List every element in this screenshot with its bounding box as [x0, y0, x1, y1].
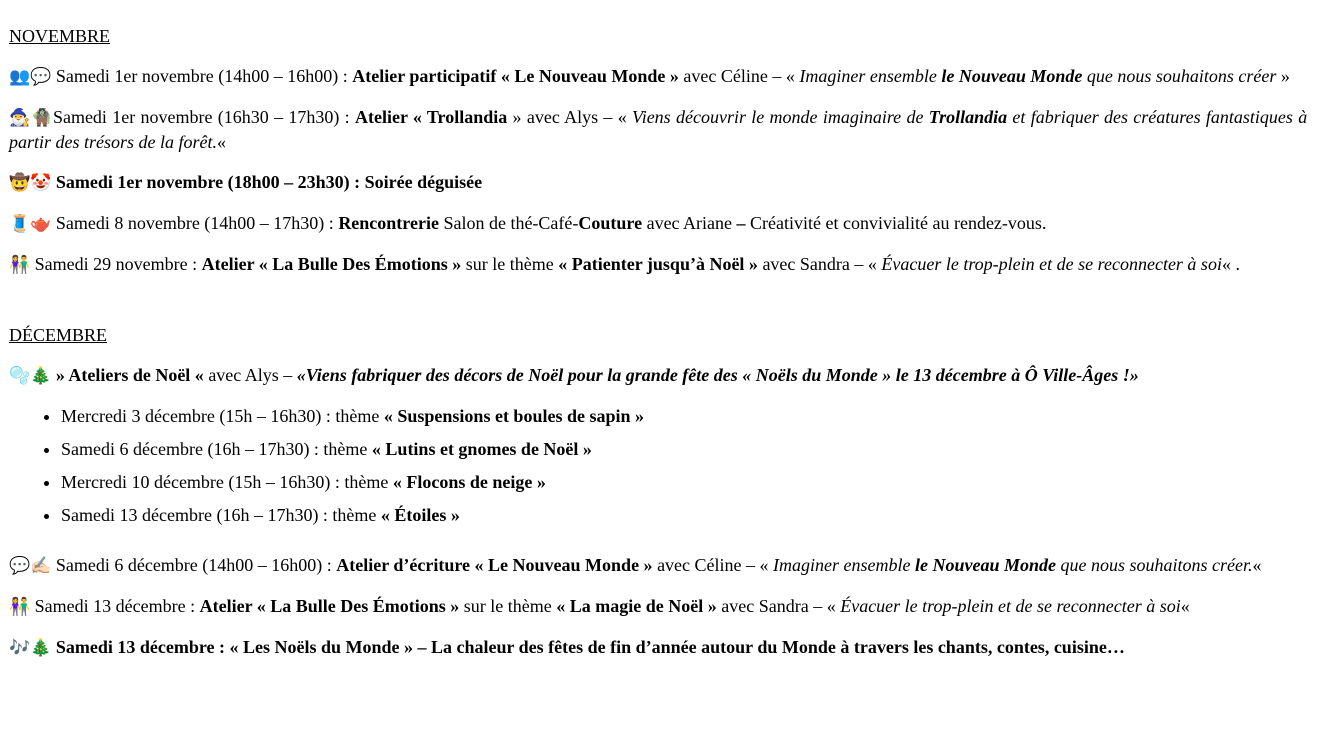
event-host: » avec Alys – «: [507, 107, 633, 127]
event-description: «Viens fabriquer des décors de Noël pour la grande fête des « Noëls du Monde » le 13 décembre à Ô Ville-Âges !»: [296, 365, 1139, 385]
event-dec-13-emotions-bubble: 👫 Samedi 13 décembre : Atelier « La Bulle Des Émotions » sur le thème « La magie de Noël » avec Sandra – « Évacuer le trop-plein et de se reconnecter à soi«: [9, 596, 1190, 617]
event-host: avec Céline – «: [652, 555, 774, 575]
thread-teapot-icon: 🧵🫖: [9, 214, 52, 234]
month-heading-december: DÉCEMBRE: [9, 325, 108, 345]
event-date: Samedi 6 décembre (14h00 – 16h00) :: [51, 555, 337, 575]
event-description: Imaginer ensemble le Nouveau Monde que nous souhaitons créer: [799, 66, 1277, 86]
event-nov-8-rencontrerie: 🧵🫖 Samedi 8 novembre (14h00 – 17h30) : Rencontrerie Salon de thé-Café-Couture avec Ariane – Créativité et convivialité au rendez-vous.: [9, 213, 1047, 234]
event-title: » Ateliers de Noël «: [51, 365, 204, 385]
event-title: Samedi 1er novembre (18h00 – 23h30) : Soirée déguisée: [51, 172, 483, 192]
bubbles-tree-icon: 🫧🎄: [9, 366, 52, 386]
couple-icon: 👫: [9, 255, 31, 275]
event-title: Atelier participatif « Le Nouveau Monde »: [352, 66, 679, 86]
event-title: Atelier « Trollandia: [354, 107, 508, 127]
event-date: Samedi 1er novembre (16h30 – 17h30) :: [52, 107, 355, 127]
people-speech-bubble-icon: 👥💬: [9, 67, 52, 87]
event-dec-6-writing-workshop: 💬✍🏻 Samedi 6 décembre (14h00 – 16h00) : Atelier d’écriture « Le Nouveau Monde » avec Céline – « Imaginer ensemble le Nouveau Monde que nous souhaitons créer.«: [9, 555, 1262, 576]
event-title: Atelier « La Bulle Des Émotions »: [199, 596, 460, 616]
event-date: Samedi 13 décembre :: [30, 596, 200, 616]
list-item: • Mercredi 10 décembre (15h – 16h30) : thème « Flocons de neige »: [61, 470, 1308, 494]
wizard-troll-icon: 🧙‍♂️🧌: [9, 108, 53, 128]
event-theme: « Patienter jusqu’à Noël »: [558, 254, 758, 274]
event-nov-1-costume-party: [9, 170, 1308, 195]
event-description: Imaginer ensemble le Nouveau Monde que nous souhaitons créer.: [773, 555, 1253, 575]
event-date: Samedi 8 novembre (14h00 – 17h30) :: [51, 213, 339, 233]
couple-icon: 👫: [9, 597, 31, 617]
event-description: Évacuer le trop-plein et de se reconnecter à soi: [881, 254, 1222, 274]
event-title: Atelier d’écriture « Le Nouveau Monde »: [336, 555, 653, 575]
event-nov-1-trollandia-workshop: 🧙‍♂️🧌Samedi 1er novembre (16h30 – 17h30) : Atelier « Trollandia » avec Alys – « Viens découvrir le monde imaginaire de Trollandia et fabriquer des créatures fantastiques à partir des trésors de la forêt.«: [9, 107, 1308, 152]
event-description: Viens découvrir le monde imaginaire de Trollandia et fabriquer des créatures fantastiques à partir des trésors de la forêt.: [9, 107, 1308, 152]
event-title: Samedi 13 décembre : « Les Noëls du Monde » – La chaleur des fêtes de fin d’année autour du Monde à travers les chants, contes, cuisine…: [51, 637, 1125, 657]
event-nov-1-participatory-workshop: 👥💬 Samedi 1er novembre (14h00 – 16h00) : Atelier participatif « Le Nouveau Monde » avec Céline – « Imaginer ensemble le Nouveau Monde que nous souhaitons créer »: [9, 66, 1290, 87]
event-dec-christmas-workshops: 🫧🎄 » Ateliers de Noël « avec Alys – «Viens fabriquer des décors de Noël pour la grande fête des « Noëls du Monde » le 13 décembre à Ô Ville-Âges !»: [9, 365, 1139, 386]
music-notes-tree-icon: 🎶🎄: [9, 638, 52, 658]
speech-bubble-writing-hand-icon: 💬✍🏻: [9, 556, 52, 576]
event-theme: « La magie de Noël »: [556, 596, 717, 616]
event-dec-13-noels-du-monde: [9, 635, 1308, 660]
event-date: Samedi 1er novembre (14h00 – 16h00) :: [51, 66, 353, 86]
christmas-workshop-sessions: [9, 404, 1308, 527]
event-description: Évacuer le trop-plein et de se reconnecter à soi: [840, 596, 1181, 616]
list-item: • Samedi 6 décembre (16h – 17h30) : thème « Lutins et gnomes de Noël »: [61, 437, 1308, 461]
event-title: Atelier « La Bulle Des Émotions »: [201, 254, 462, 274]
event-nov-29-emotions-bubble: 👫 Samedi 29 novembre : Atelier « La Bulle Des Émotions » sur le thème « Patienter jusqu’à Noël » avec Sandra – « Évacuer le trop-plein et de se reconnecter à soi« .: [9, 254, 1240, 275]
cowboy-clown-icon: 🤠🤡: [9, 173, 52, 193]
list-item: • Samedi 13 décembre (16h – 17h30) : thème « Étoiles »: [61, 503, 1308, 527]
month-heading-november: NOVEMBRE: [9, 26, 111, 46]
list-item: • Mercredi 3 décembre (15h – 16h30) : thème « Suspensions et boules de sapin »: [61, 404, 1308, 428]
event-date: Samedi 29 novembre :: [30, 254, 202, 274]
event-host: avec Céline – «: [678, 66, 800, 86]
